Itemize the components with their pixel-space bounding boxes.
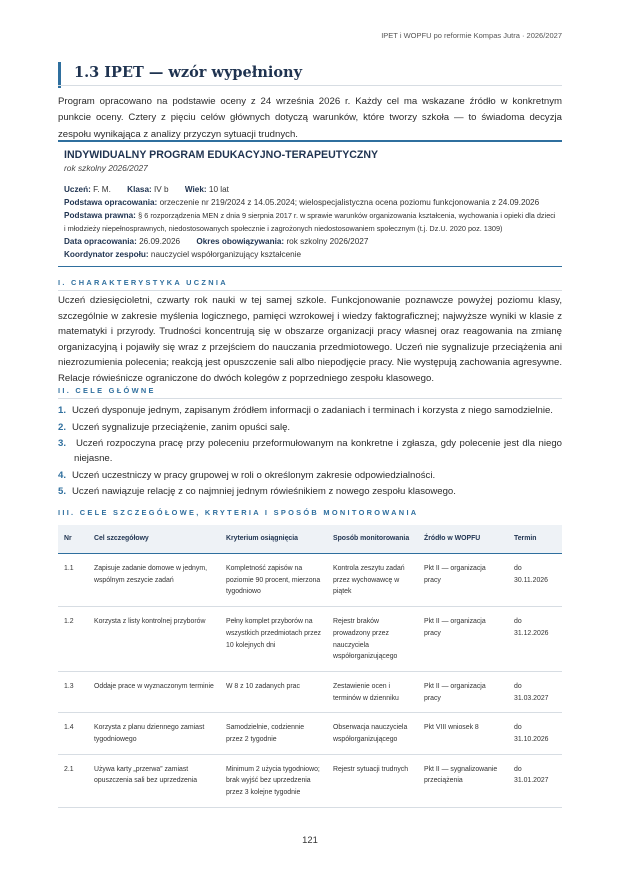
- heading-divider: [58, 85, 562, 86]
- cell-criterion: Kompletność zapisów na poziomie 90 procent, mierzona tygodniowo: [220, 554, 327, 607]
- period-label: Okres obowiązywania:: [196, 237, 285, 246]
- cell-source: Pkt II — sygnalizowanie przeciążenia: [418, 754, 508, 807]
- cell-monitoring: Rejestr braków prowadzony przez nauczyciela współorganizującego: [327, 607, 418, 672]
- cell-deadline: do 31.10.2026: [508, 713, 562, 754]
- age-label: Wiek:: [184, 185, 207, 194]
- cell-number: 1.2: [58, 607, 88, 672]
- cell-criterion: Samodzielnie, codziennie przez 2 tygodnie: [220, 713, 327, 754]
- goal-item: [58, 468, 562, 483]
- goal-number: 1.: [58, 405, 67, 416]
- cell-criterion: Minimum 2 użycia tygodniowo; brak wyjść bez uprzedzenia przez 3 kolejne tygodnie: [220, 754, 327, 807]
- goal-text: Uczeń uczestniczy w pracy grupowej w roli o określonym zakresie odpowiedzialności.: [72, 469, 436, 481]
- goal-number: 4.: [58, 469, 67, 481]
- date-row: [64, 235, 556, 248]
- student-characteristics-text: Uczeń dziesięcioletni, czwarty rok nauki w tej samej szkole. Funkcjonowanie poznawcze powyżej poziomu klasy, szczególnie w zakresie myślenia logicznego, pamięci wzrokowej i wiedzy faktograficznej; najwyższe wyniki w klasie z matematyki i przyrody. Trudności koncentrują się w obszarze organizacji pracy własnej oraz reagowania na zmianę organizacyjną i pojawiły się wraz z przejściem do nauczania przedmiotowego. Uczeń nie sygnalizuje przeciążenia ani niezrozumienia polecenia; reakcją jest opuszczenie sali albo niepodjęcie pracy. Nie występują zachowania agresywne. Relacje rówieśnicze ograniczone do dwóch kolegów z poprzedniego zespołu klasowego.: [58, 295, 562, 384]
- table-header-row: [58, 525, 562, 554]
- cell-source: Pkt II — organizacja pracy: [418, 554, 508, 607]
- page-number: 121: [302, 834, 318, 845]
- cell-goal: Zapisuje zadanie domowe w jednym, wspólnym zeszycie zadań: [88, 554, 220, 607]
- basis-label: Podstawa opracowania:: [64, 198, 158, 207]
- cell-monitoring: Zestawienie ocen i terminów w dzienniku: [327, 671, 418, 712]
- cell-criterion: W 8 z 10 zadanych prac: [220, 671, 327, 712]
- cell-number: 2.1: [58, 754, 88, 807]
- class-label: Klasa:: [127, 185, 152, 194]
- cell-goal: Oddaje prace w wyznaczonym terminie: [88, 671, 220, 712]
- column-header-source: Źródło w WOPFU: [418, 525, 508, 554]
- date-value: 26.09.2026: [139, 237, 181, 246]
- cell-number: 1.3: [58, 671, 88, 712]
- goal-item: [58, 420, 562, 435]
- cell-goal: Używa karty „przerwa” zamiast opuszczenia sali bez uprzedzenia: [88, 754, 220, 807]
- legal-basis-label: Podstawa prawna:: [64, 211, 136, 220]
- cell-deadline: do 31.01.2027: [508, 754, 562, 807]
- goal-text: Uczeń rozpoczyna pracę przy poleceniu przeformułowanym na konkretne i zgłasza, gdy polecenie jest dla niego niejasne.: [74, 438, 562, 465]
- cell-deadline: do 30.11.2026: [508, 554, 562, 607]
- student-label: Uczeń:: [64, 185, 91, 194]
- legal-basis-row: [64, 209, 556, 235]
- column-header-goal: Cel szczegółowy: [88, 525, 220, 554]
- period-value: rok szkolny 2026/2027: [286, 237, 369, 246]
- section-title: 1.3 IPET — wzór wypełniony: [74, 64, 303, 81]
- column-header-criterion: Kryterium osiągnięcia: [220, 525, 327, 554]
- intro-paragraph: Program opracowano na podstawie oceny z 24 września 2026 r. Każdy cel ma wskazane źródło w konkretnym punkcie oceny. Cztery z pięciu celów głównych dotyczą warunków, które tworzy szkoła — to świadoma decyzja zespołu wynikająca z analizy przyczyn sytuacji trudnych.: [58, 96, 562, 140]
- goal-item: [58, 403, 562, 418]
- column-header-monitoring: Sposób monitorowania: [327, 525, 418, 554]
- detailed-goals-table: [58, 525, 562, 808]
- program-header-box: [58, 140, 562, 267]
- main-goals-list: [58, 403, 562, 501]
- cell-goal: Korzysta z planu dziennego zamiast tygodniowego: [88, 713, 220, 754]
- cell-number: 1.4: [58, 713, 88, 754]
- cell-deadline: do 31.12.2026: [508, 607, 562, 672]
- cell-monitoring: Obserwacja nauczyciela współorganizującego: [327, 713, 418, 754]
- student-info-row: [64, 183, 556, 196]
- goal-text: Uczeń nawiązuje relację z co najmniej jednym rówieśnikiem z nowego zespołu klasowego.: [72, 486, 456, 498]
- table-row: [58, 754, 562, 807]
- section-divider-main-goals: [58, 398, 562, 399]
- goal-number: 3.: [58, 438, 67, 449]
- program-school-year: rok szkolny 2026/2027: [64, 163, 148, 173]
- cell-criterion: Pełny komplet przyborów na wszystkich przedmiotach przez 10 kolejnych dni: [220, 607, 327, 672]
- table-row: [58, 554, 562, 607]
- goal-text: Uczeń dysponuje jednym, zapisanym źródłem informacji o zadaniach i terminach i korzysta z niego samodzielnie.: [72, 405, 553, 416]
- age-value: 10 lat: [208, 185, 229, 194]
- legal-basis-value: § 6 rozporządzenia MEN z dnia 9 sierpnia 2017 r. w sprawie warunków organizowania kształcenia, wychowania i opieki dla dzieci i młodzieży niepełnosprawnych, niedostosowanych społecznie i zagrożonych niedostosowaniem społecznym (t.j. Dz.U. 2020 poz. 1309): [64, 211, 556, 233]
- section-label-detailed-goals: III. CELE SZCZEGÓŁOWE, KRYTERIA I SPOSÓB MONITOROWANIA: [58, 508, 419, 517]
- section-divider-characteristics: [58, 290, 562, 291]
- coordinator-value: nauczyciel współorganizujący kształcenie: [150, 250, 302, 259]
- date-label: Data opracowania:: [64, 237, 137, 246]
- goal-number: 5.: [58, 486, 67, 498]
- goal-item: [58, 436, 562, 466]
- goal-text: Uczeń sygnalizuje przeciążenie, zanim opuści salę.: [72, 421, 291, 433]
- student-value: F. M.: [93, 185, 111, 194]
- coordinator-label: Koordynator zespołu:: [64, 250, 149, 259]
- table-row: [58, 713, 562, 754]
- running-header: IPET i WOPFU po reformie Kompas Jutra · 2026/2027: [381, 31, 562, 40]
- table-row: [58, 671, 562, 712]
- basis-value: orzeczenie nr 219/2024 z 14.05.2024; wielospecjalistyczna ocena poziomu funkcjonowania z 24.09.2026: [159, 198, 540, 207]
- cell-monitoring: Kontrola zeszytu zadań przez wychowawcę w piątek: [327, 554, 418, 607]
- cell-goal: Korzysta z listy kontrolnej przyborów: [88, 607, 220, 672]
- cell-deadline: do 31.03.2027: [508, 671, 562, 712]
- goal-number: 2.: [58, 421, 67, 433]
- column-header-number: Nr: [58, 525, 88, 554]
- cell-number: 1.1: [58, 554, 88, 607]
- coordinator-row: [64, 248, 556, 261]
- cell-source: Pkt II — organizacja pracy: [418, 671, 508, 712]
- basis-row: [64, 196, 556, 209]
- goal-item: [58, 484, 562, 499]
- program-title: INDYWIDUALNY PROGRAM EDUKACYJNO-TERAPEUTYCZNY: [64, 149, 379, 161]
- cell-source: Pkt II — organizacja pracy: [418, 607, 508, 672]
- section-label-main-goals: II. CELE GŁÓWNE: [58, 386, 156, 395]
- cell-monitoring: Rejestr sytuacji trudnych: [327, 754, 418, 807]
- column-header-deadline: Termin: [508, 525, 562, 554]
- cell-source: Pkt VIII wniosek 8: [418, 713, 508, 754]
- table-row: [58, 607, 562, 672]
- section-label-characteristics: I. CHARAKTERYSTYKA UCZNIA: [58, 278, 228, 287]
- class-value: IV b: [154, 185, 169, 194]
